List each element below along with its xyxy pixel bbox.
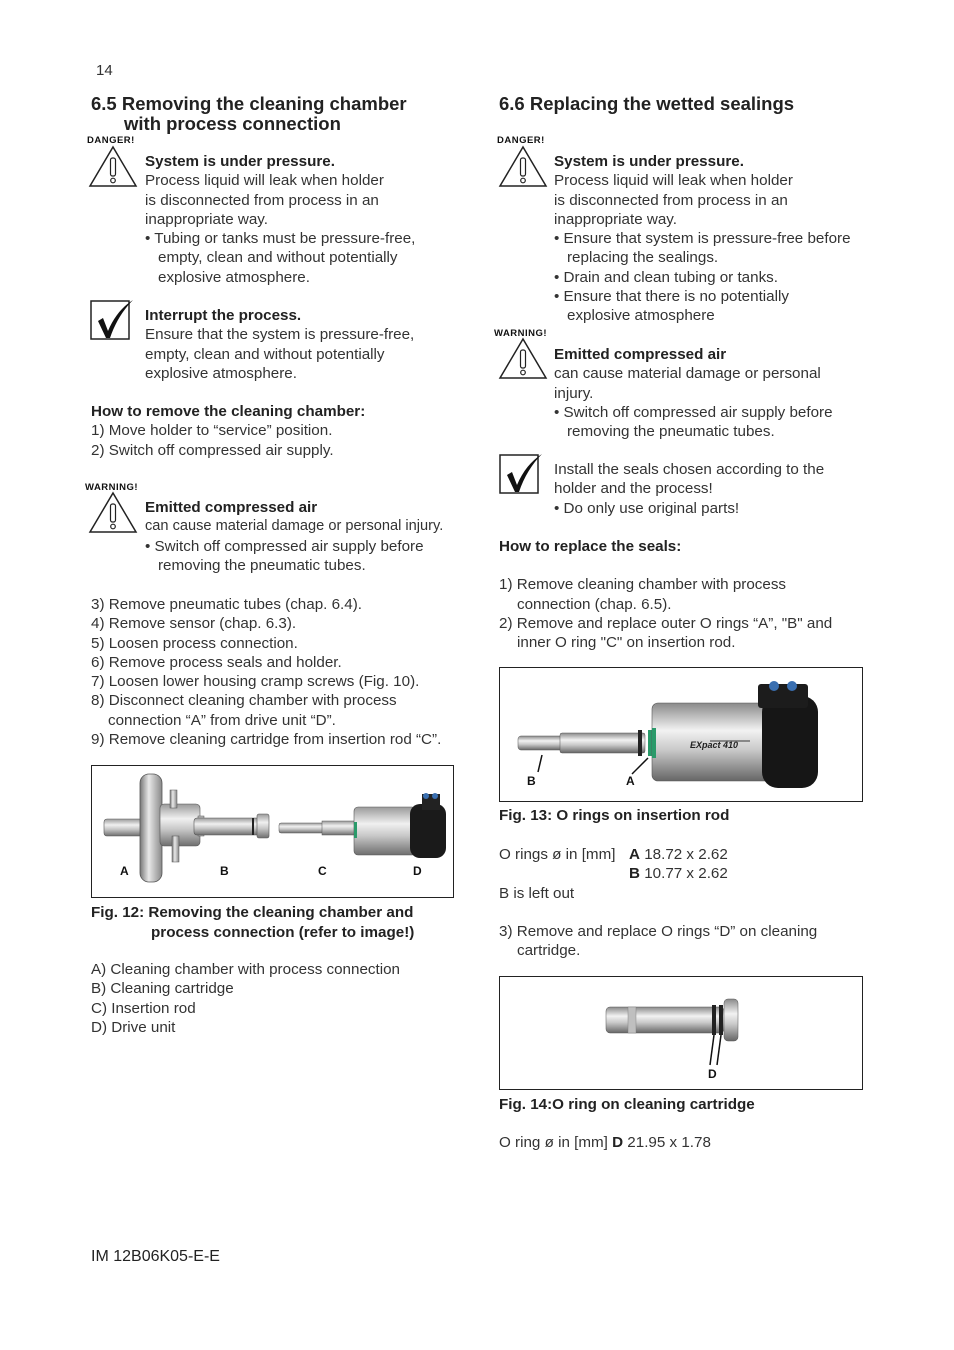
howto-title: How to remove the cleaning chamber: [91, 403, 366, 420]
figure-13 [499, 667, 863, 802]
legend-item: D) Drive unit [91, 1018, 176, 1036]
warning-bullet-cont: removing the pneumatic tubes. [567, 423, 775, 441]
check-line: Ensure that the system is pressure-free, [145, 326, 415, 344]
danger-bullet-cont: empty, clean and without potentially [158, 249, 398, 267]
checkmark-box-icon [499, 453, 543, 495]
step-cont: inner O ring "C" on insertion rod. [517, 634, 736, 652]
page-number: 14 [96, 62, 113, 79]
warning-tag: WARNING! [85, 482, 139, 493]
step: 1) Remove cleaning chamber with process [499, 576, 787, 594]
fig13-label-b: B [527, 774, 536, 788]
oring-d-value: 21.95 x 1.78 [627, 1134, 711, 1151]
figure-13-illustration [500, 668, 862, 801]
check-line: holder and the process! [554, 480, 713, 498]
left-warning-block [145, 498, 465, 575]
right-check-block [554, 460, 884, 518]
heading-line-1: 6.5 Removing the cleaning chamber [91, 93, 407, 114]
danger-bullet: • Ensure that there is no potentially [554, 288, 789, 306]
danger-title: System is under pressure. [554, 153, 744, 170]
step: 5) Loosen process connection. [91, 634, 298, 652]
step: 4) Remove sensor (chap. 6.3). [91, 615, 297, 633]
fig12-label-d: D [413, 864, 422, 878]
howto-title: How to replace the seals: [499, 538, 682, 555]
step: 7) Loosen lower housing cramp screws (Fig. 10). [91, 673, 420, 691]
figure-14-illustration [500, 977, 862, 1089]
step: 6) Remove process seals and holder. [91, 653, 342, 671]
fig14-label-d: D [708, 1067, 717, 1081]
check-title: Interrupt the process. [145, 307, 302, 324]
step: 3) Remove and replace O rings “D” on cleaning [499, 922, 818, 940]
warning-line: can cause material damage or personal [554, 365, 821, 383]
check-line: Install the seals chosen according to the [554, 461, 825, 478]
fig13-label-a: A [626, 774, 635, 788]
danger-title: System is under pressure. [145, 153, 335, 170]
warning-triangle-icon [498, 337, 548, 380]
right-danger-block [554, 152, 884, 326]
danger-bullet-cont: explosive atmosphere. [158, 268, 310, 286]
step: 3) Remove pneumatic tubes (chap. 6.4). [91, 596, 362, 613]
section-6-6-heading [499, 94, 879, 114]
warning-title: Emitted compressed air [554, 346, 727, 363]
step: 2) Remove and replace outer O rings “A”, "B" and [499, 614, 833, 632]
oring-d-prefix: O ring ø in [mm] [499, 1134, 608, 1151]
oring-d-spec [499, 1133, 879, 1152]
left-steps-block [91, 595, 471, 749]
danger-bullet-cont: replacing the sealings. [567, 249, 719, 267]
heading: 6.6 Replacing the wetted sealings [499, 93, 795, 114]
danger-line: Process liquid will leak when holder [145, 172, 384, 190]
warning-bullet: • Switch off compressed air supply before [145, 537, 424, 555]
danger-line: inappropriate way. [145, 210, 268, 228]
fig12-legend [91, 960, 471, 1037]
check-line: explosive atmosphere. [145, 364, 297, 382]
legend-item: A) Cleaning chamber with process connection [91, 961, 400, 978]
danger-triangle-icon [498, 145, 548, 188]
left-howto-block [91, 402, 471, 460]
oring-row-b [499, 864, 879, 883]
fig12-caption-line-1: Fig. 12: Removing the cleaning chamber and [91, 904, 414, 921]
left-check-block [145, 306, 465, 383]
oring-a-value: 18.72 x 2.62 [644, 846, 728, 863]
danger-bullet-cont: explosive atmosphere [567, 307, 715, 325]
warning-title: Emitted compressed air [145, 499, 318, 516]
fig13-caption: Fig. 13: O rings on insertion rod [499, 807, 730, 824]
check-line: empty, clean and without potentially [145, 345, 385, 363]
oring-d-letter: D [612, 1134, 624, 1151]
step: 9) Remove cleaning cartridge from insertion rod “C”. [91, 731, 442, 749]
fig12-label-c: C [318, 864, 327, 878]
step-cont: connection “A” from drive unit “D”. [108, 711, 336, 729]
danger-tag: DANGER! [497, 135, 545, 146]
fig14-caption: Fig. 14:O ring on cleaning cartridge [499, 1096, 755, 1113]
danger-line: inappropriate way. [554, 210, 677, 228]
fig12-caption [91, 903, 461, 942]
right-howto-block [499, 537, 879, 652]
legend-item: B) Cleaning cartridge [91, 980, 234, 998]
fig12-label-b: B [220, 864, 229, 878]
oring-b-value: 10.77 x 2.62 [644, 865, 728, 883]
danger-line: is disconnected from process in an [145, 191, 379, 209]
warning-bullet: • Switch off compressed air supply before [554, 403, 833, 421]
warning-bullet-cont: removing the pneumatic tubes. [158, 556, 366, 574]
check-line: • Do only use original parts! [554, 499, 740, 517]
fig12-caption-line-2: process connection (refer to image!) [151, 923, 415, 941]
figure-14 [499, 976, 863, 1090]
warning-line: injury. [554, 384, 594, 402]
checkmark-box-icon [90, 299, 134, 341]
danger-line: Process liquid will leak when holder [554, 172, 793, 190]
figure-12 [91, 765, 454, 898]
danger-line: is disconnected from process in an [554, 191, 788, 209]
step-cont: cartridge. [517, 942, 581, 960]
warning-line: can cause material damage or personal injury. [145, 518, 444, 535]
b-left-out-note: B is left out [499, 884, 575, 902]
step: 8) Disconnect cleaning chamber with process [91, 692, 397, 710]
fig13-device-label: EXpact 410 [690, 740, 739, 750]
step: 2) Switch off compressed air supply. [91, 441, 334, 459]
legend-item: C) Insertion rod [91, 999, 196, 1017]
danger-bullet: • Drain and clean tubing or tanks. [554, 268, 778, 286]
oring-prefix: O rings ø in [mm] [499, 846, 616, 863]
danger-tag: DANGER! [87, 135, 135, 146]
section-6-5-heading [91, 94, 471, 134]
step: 1) Move holder to “service” position. [91, 422, 333, 440]
warning-triangle-icon [88, 491, 138, 534]
danger-bullet: • Tubing or tanks must be pressure-free, [145, 230, 416, 248]
left-danger-block [145, 152, 465, 287]
danger-triangle-icon [88, 145, 138, 188]
figure-12-illustration [92, 766, 453, 897]
heading-line-2: with process connection [124, 113, 341, 134]
document-id-footer: IM 12B06K05-E-E [91, 1248, 220, 1265]
step-cont: connection (chap. 6.5). [517, 595, 672, 613]
oring-b-letter: B [629, 865, 640, 883]
oring-a-letter: A [629, 846, 640, 863]
oring-row-a [499, 845, 879, 864]
warning-tag: WARNING! [494, 328, 548, 339]
danger-bullet: • Ensure that system is pressure-free before [554, 230, 851, 248]
oring-spec-block [499, 845, 879, 960]
fig12-label-a: A [120, 864, 129, 878]
right-warning-block [554, 345, 884, 441]
